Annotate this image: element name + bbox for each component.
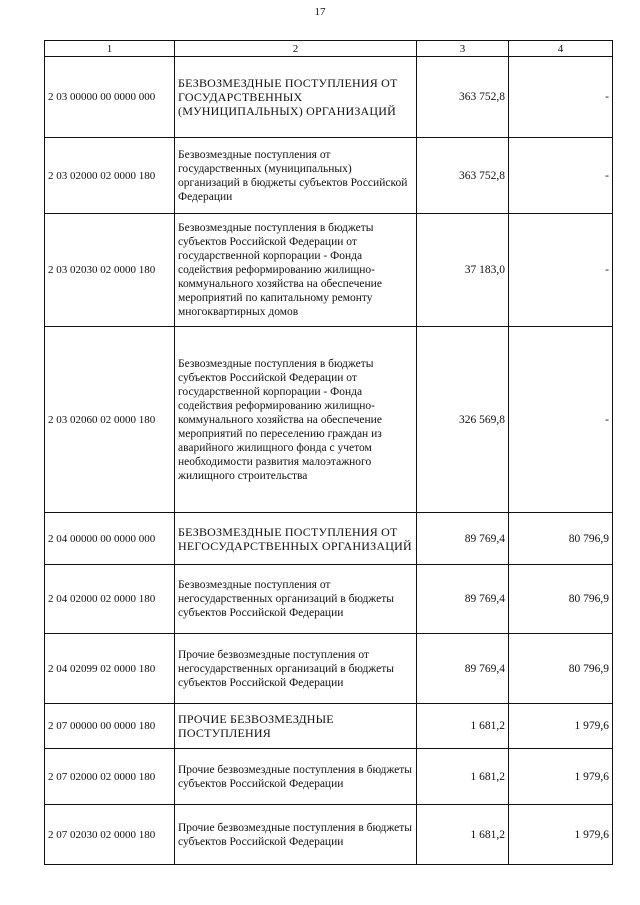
budget-code: 2 04 00000 00 0000 000	[45, 513, 175, 565]
table-row	[45, 565, 613, 634]
amount-col3: 1 681,2	[417, 749, 509, 805]
table-row	[45, 634, 613, 704]
amount-col3: 89 769,4	[417, 565, 509, 634]
page-number: 17	[314, 6, 326, 18]
amount-col3: 89 769,4	[417, 513, 509, 565]
table-row	[45, 513, 613, 565]
amount-col4: -	[509, 138, 613, 214]
budget-code: 2 07 02000 02 0000 180	[45, 749, 175, 805]
amount-col4: 1 979,6	[509, 805, 613, 865]
table-row	[45, 214, 613, 327]
amount-col4: 1 979,6	[509, 704, 613, 749]
row-description: Прочие безвозмездные поступления в бюджеты субъектов Российской Федерации	[175, 805, 417, 865]
table-row	[45, 138, 613, 214]
amount-col4: 1 979,6	[509, 749, 613, 805]
amount-col4: -	[509, 214, 613, 327]
table-row	[45, 704, 613, 749]
amount-col3: 37 183,0	[417, 214, 509, 327]
column-number-header-row	[45, 41, 613, 57]
amount-col4: -	[509, 57, 613, 138]
amount-col4: 80 796,9	[509, 565, 613, 634]
row-description: Безвозмездные поступления в бюджеты субъектов Российской Федерации от государственной корпорации - Фонда содействия реформированию жилищно-коммунального хозяйства на обеспечение мероприятий по капитальному ремонту многоквартирных домов	[175, 214, 417, 327]
amount-col3: 1 681,2	[417, 704, 509, 749]
table-row	[45, 805, 613, 865]
column-number-1: 1	[45, 41, 175, 57]
column-number-4: 4	[509, 41, 613, 57]
amount-col4: -	[509, 327, 613, 513]
budget-code: 2 03 02030 02 0000 180	[45, 214, 175, 327]
budget-code: 2 03 00000 00 0000 000	[45, 57, 175, 138]
row-description: Безвозмездные поступления от государственных (муниципальных) организаций в бюджеты субъектов Российской Федерации	[175, 138, 417, 214]
amount-col3: 363 752,8	[417, 138, 509, 214]
budget-code: 2 04 02000 02 0000 180	[45, 565, 175, 634]
row-description: БЕЗВОЗМЕЗДНЫЕ ПОСТУПЛЕНИЯ ОТ НЕГОСУДАРСТВЕННЫХ ОРГАНИЗАЦИЙ	[175, 513, 417, 565]
amount-col3: 89 769,4	[417, 634, 509, 704]
budget-revenue-table	[44, 40, 613, 865]
table-row	[45, 327, 613, 513]
amount-col3: 326 569,8	[417, 327, 509, 513]
amount-col3: 1 681,2	[417, 805, 509, 865]
amount-col4: 80 796,9	[509, 513, 613, 565]
budget-code: 2 07 00000 00 0000 180	[45, 704, 175, 749]
row-description: Безвозмездные поступления от негосударственных организаций в бюджеты субъектов Российской Федерации	[175, 565, 417, 634]
row-description: Прочие безвозмездные поступления от негосударственных организаций в бюджеты субъектов Российской Федерации	[175, 634, 417, 704]
amount-col4: 80 796,9	[509, 634, 613, 704]
row-description: Безвозмездные поступления в бюджеты субъектов Российской Федерации от государственной корпорации - Фонда содействия реформированию жилищно-коммунального хозяйства на обеспечение мероприятий по переселению граждан из аварийного жилищного фонда с учетом необходимости развития малоэтажного жилищного строительства	[175, 327, 417, 513]
row-description: Прочие безвозмездные поступления в бюджеты субъектов Российской Федерации	[175, 749, 417, 805]
budget-code: 2 03 02060 02 0000 180	[45, 327, 175, 513]
budget-code: 2 04 02099 02 0000 180	[45, 634, 175, 704]
budget-code: 2 07 02030 02 0000 180	[45, 805, 175, 865]
amount-col3: 363 752,8	[417, 57, 509, 138]
column-number-2: 2	[175, 41, 417, 57]
table-row	[45, 57, 613, 138]
budget-code: 2 03 02000 02 0000 180	[45, 138, 175, 214]
column-number-3: 3	[417, 41, 509, 57]
row-description: ПРОЧИЕ БЕЗВОЗМЕЗДНЫЕ ПОСТУПЛЕНИЯ	[175, 704, 417, 749]
row-description: БЕЗВОЗМЕЗДНЫЕ ПОСТУПЛЕНИЯ ОТ ГОСУДАРСТВЕННЫХ (МУНИЦИПАЛЬНЫХ) ОРГАНИЗАЦИЙ	[175, 57, 417, 138]
table-row	[45, 749, 613, 805]
